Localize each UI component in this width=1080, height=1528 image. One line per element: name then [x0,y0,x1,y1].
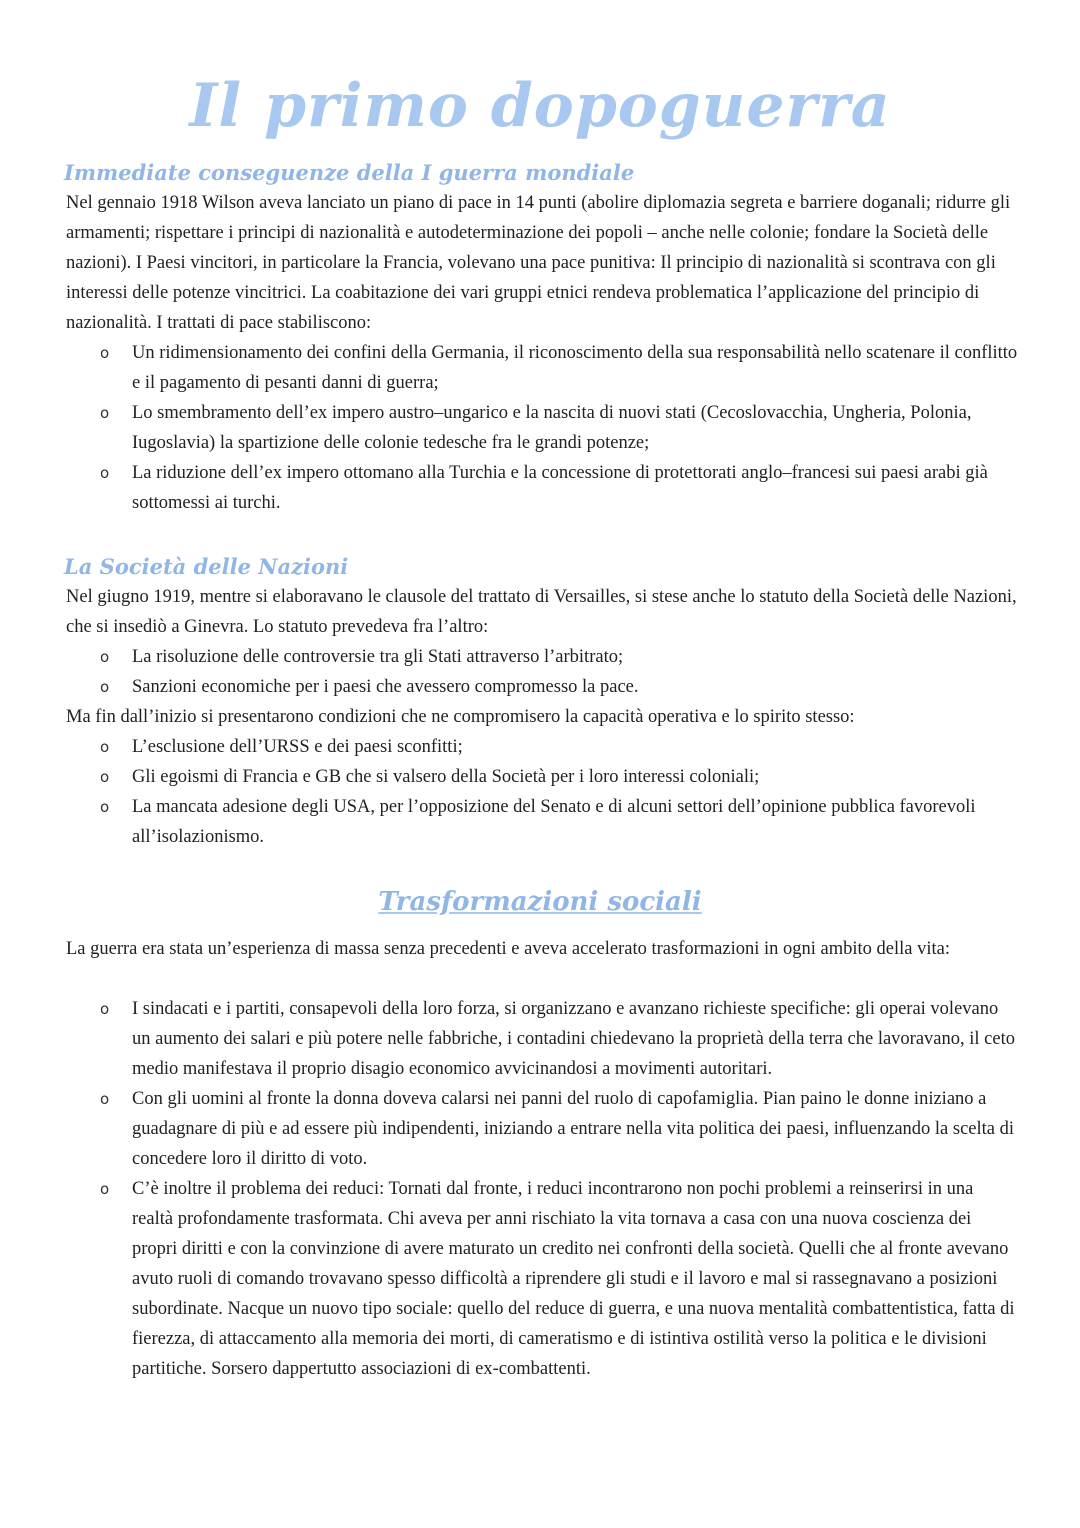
bullet-marker-icon: o [100,648,110,666]
page-title: Il primo dopoguerra [189,71,891,141]
list-statuto [66,642,1018,702]
list-trasformazioni [66,994,1018,1384]
list-item: o C’è inoltre il problema dei reduci: Tornati dal fronte, i reduci incontrarono non pochi problemi a reinserirsi in una realtà profondamente trasformata. Chi aveva per anni rischiato la vita tornava a casa con una nuova coscienza dei propri diritti e con la convinzione di avere maturato un credito nei confronti della società. Quelli che al fronte avevano avuto ruoli di comando trovavano spesso difficoltà a riprendere gli studi e il lavoro e mal si rassegnavano a posizioni subordinate. Nacque un nuovo tipo sociale: quello del reduce di guerra, e una nuova mentalità combattentistica, fatta di fierezza, di attaccamento alla memoria dei morti, di cameratismo e di istintiva ostilità verso la politica e le divisioni partitiche. Sorsero dappertutto associazioni di ex-combattenti. [66,1174,1018,1384]
section-heading-conseguenze: Immediate conseguenze della I guerra mondiale [64,160,635,185]
section-heading-trasformazioni: Trasformazioni sociali [378,887,702,917]
list-item: o Lo smembramento dell’ex impero austro–ungarico e la nascita di nuovi stati (Cecoslovacchia, Ungheria, Polonia, Iugoslavia) la spartizione delle colonie tedesche fra le grandi potenze; [66,398,1018,458]
paragraph-societa: Nel giugno 1919, mentre si elaboravano le clausole del trattato di Versailles, si stese anche lo statuto della Società delle Nazioni, che si insediò a Ginevra. Lo statuto prevedeva fra l’altro: [66,587,1017,637]
bullet-marker-icon: o [100,404,110,422]
list-item: o L’esclusione dell’URSS e dei paesi sconfitti; [66,732,1018,762]
bullet-marker-icon: o [100,1090,110,1108]
list-item: o Un ridimensionamento dei confini della Germania, il riconoscimento della sua responsabilità nello scatenare il conflitto e il pagamento di pesanti danni di guerra; [66,338,1018,398]
paragraph-conseguenze: Nel gennaio 1918 Wilson aveva lanciato un piano di pace in 14 punti (abolire diplomazia segreta e barriere doganali; ridurre gli armamenti; rispettare i principi di nazionalità e autodeterminazione dei popoli – anche nelle colonie; fondare la Società delle nazioni). I Paesi vincitori, in particolare la Francia, volevano una pace punitiva: Il principio di nazionalità si scontrava con gli interessi delle potenze vincitrici. La coabitazione dei vari gruppi etnici rendeva problematica l’applicazione del principio di nazionalità. I trattati di pace stabiliscono: [66,193,1011,333]
bullet-marker-icon: o [100,1180,110,1198]
bullet-marker-icon: o [100,798,110,816]
paragraph-trasformazioni: La guerra era stata un’esperienza di massa senza precedenti e aveva accelerato trasformazioni in ogni ambito della vita: [66,939,950,959]
list-item: o Con gli uomini al fronte la donna doveva calarsi nei panni del ruolo di capofamiglia. Pian paino le donne iniziano a guadagnare di più e ad essere più indipendenti, iniziando a entrare nella vita politica dei paesi, influenzando la scelta di concedere loro il diritto di voto. [66,1084,1018,1174]
bullet-marker-icon: o [100,1000,110,1018]
list-item: o La risoluzione delle controversie tra gli Stati attraverso l’arbitrato; [66,642,1018,672]
paragraph-condizioni: Ma fin dall’inizio si presentarono condizioni che ne compromisero la capacità operativa e lo spirito stesso: [66,707,855,727]
bullet-marker-icon: o [100,678,110,696]
list-item: o Gli egoismi di Francia e GB che si valsero della Società per i loro interessi coloniali; [66,762,1018,792]
bullet-marker-icon: o [100,344,110,362]
bullet-marker-icon: o [100,738,110,756]
bullet-marker-icon: o [100,768,110,786]
list-item: o I sindacati e i partiti, consapevoli della loro forza, si organizzano e avanzano richieste specifiche: gli operai volevano un aumento dei salari e più potere nelle fabbriche, i contadini chiedevano la proprietà della terra che lavoravano, il ceto medio manifestava il proprio disagio economico avvicinandosi a movimenti autoritari. [66,994,1018,1084]
list-item: o Sanzioni economiche per i paesi che avessero compromesso la pace. [66,672,1018,702]
list-item: o La mancata adesione degli USA, per l’opposizione del Senato e di alcuni settori dell’opinione pubblica favorevoli all’isolazionismo. [66,792,1018,852]
list-trattati [66,338,1018,518]
section-heading-societa: La Società delle Nazioni [64,554,349,579]
bullet-marker-icon: o [100,464,110,482]
list-condizioni [66,732,1018,852]
list-item: o La riduzione dell’ex impero ottomano alla Turchia e la concessione di protettorati anglo–francesi sui paesi arabi già sottomessi ai turchi. [66,458,1018,518]
